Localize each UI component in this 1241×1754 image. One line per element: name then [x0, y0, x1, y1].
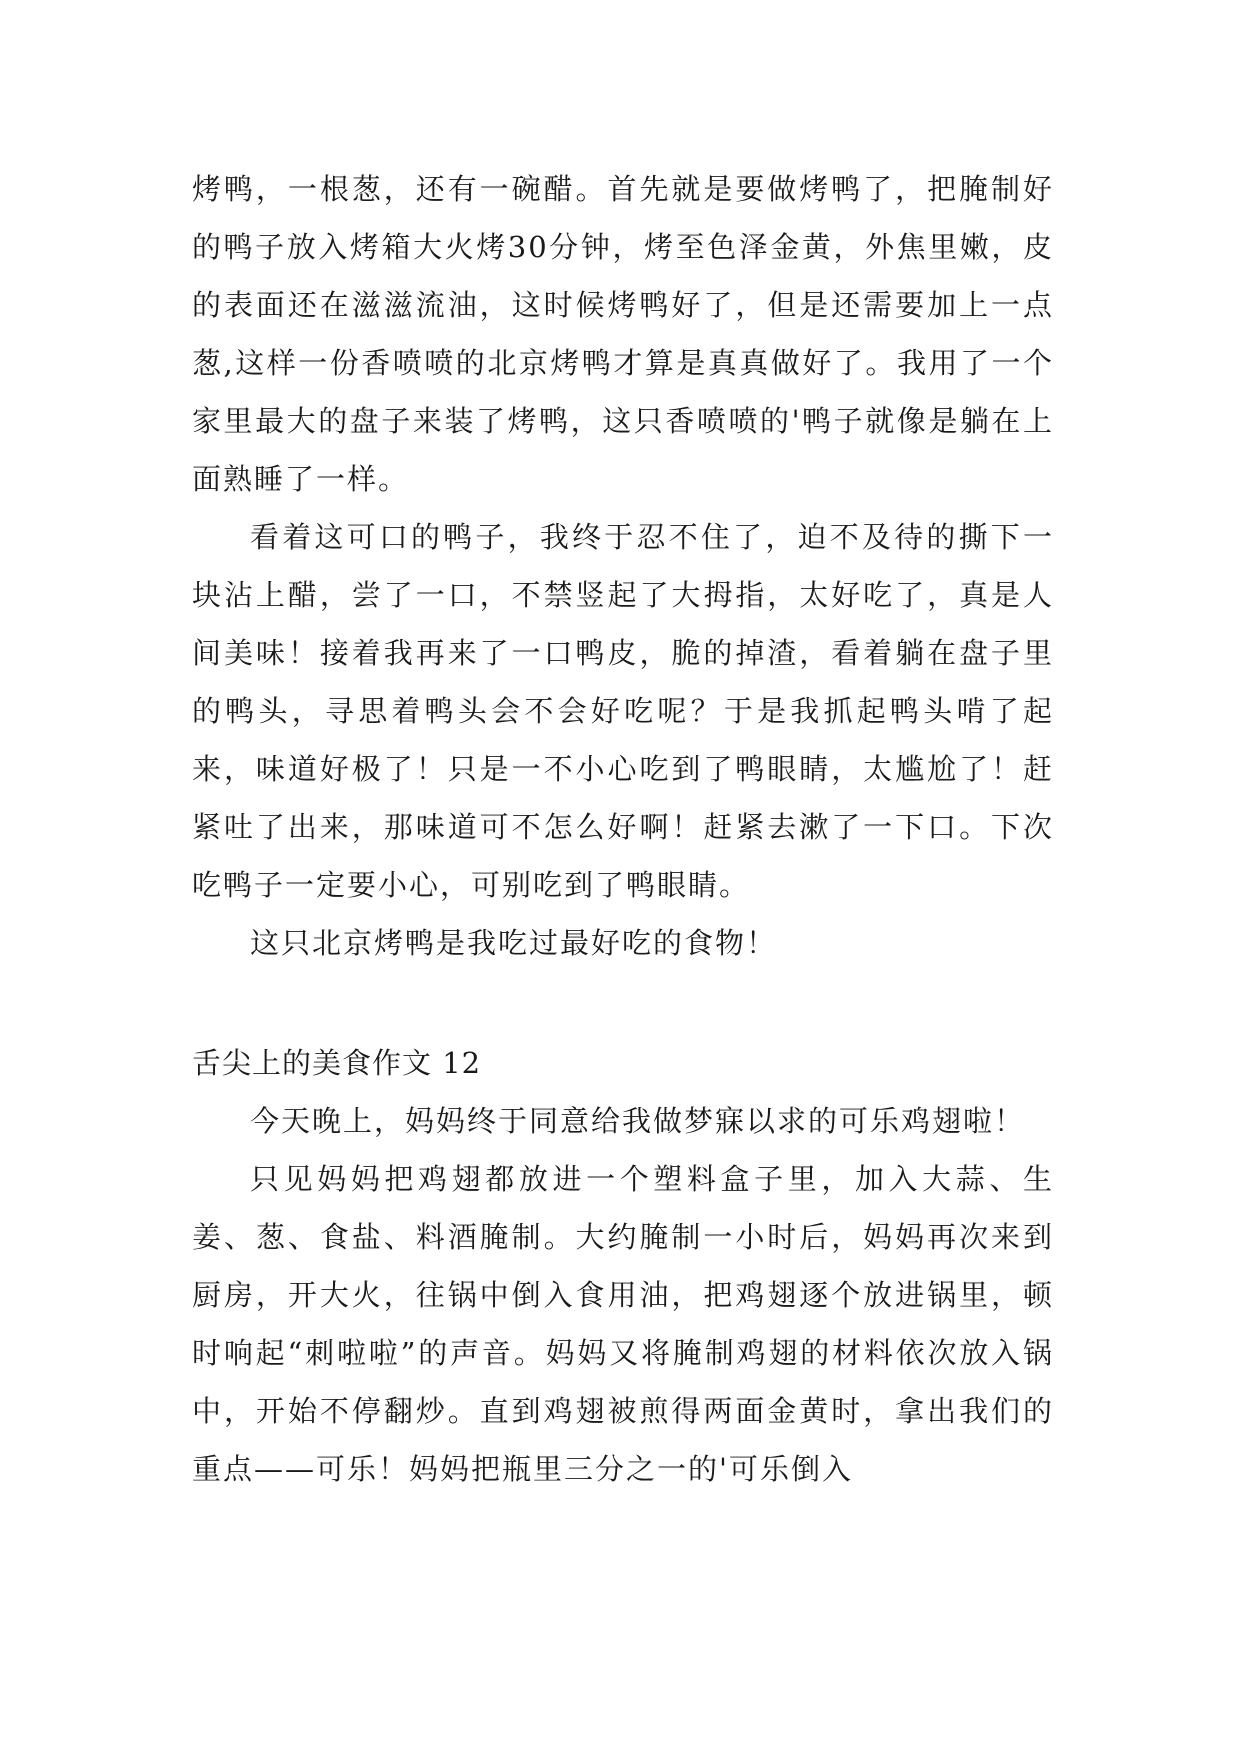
paragraph-roast-duck-conclusion: 这只北京烤鸭是我吃过最好吃的食物！ — [250, 926, 778, 960]
paragraph-cola-wings-intro: 今天晚上，妈妈终于同意给我做梦寐以求的可乐鸡翅啦！ — [250, 1104, 1026, 1138]
section-title: 舌尖上的美食作文 12 — [192, 1046, 482, 1080]
paragraph-cola-wings-cooking: 只见妈妈把鸡翅都放进一个塑料盒子里，加入大蒜、生姜、葱、食盐、料酒腌制。大约腌制一小时后，妈妈再次来到厨房，开大火，往锅中倒入食用油，把鸡翅逐个放进锅里，顿时响起“刺啦啦”的声音。妈妈又将腌制鸡翅的材料依次放入锅中，开始不停翻炒。直到鸡翅被煎得两面金黄时，拿出我们的重点——可乐！妈妈把瓶里三分之一的'可乐倒入 — [192, 1162, 1054, 1486]
paragraph-roast-duck-making: 烤鸭，一根葱，还有一碗醋。首先就是要做烤鸭了，把腌制好的鸭子放入烤箱大火烤30分钟，烤至色泽金黄，外焦里嫩，皮的表面还在滋滋流油，这时候烤鸭好了，但是还需要加上一点葱,这样一份香喷喷的北京烤鸭才算是真真做好了。我用了一个家里最大的盘子来装了烤鸭，这只香喷喷的'鸭子就像是躺在上面熟睡了一样。 — [192, 172, 1054, 496]
document-body — [192, 160, 1054, 1498]
paragraph-roast-duck-eating: 看着这可口的鸭子，我终于忍不住了，迫不及待的撕下一块沾上醋，尝了一口，不禁竖起了大拇指，太好吃了，真是人间美味！接着我再来了一口鸭皮，脆的掉渣，看着躺在盘子里的鸭头，寻思着鸭头会不会好吃呢？于是我抓起鸭头啃了起来，味道好极了！只是一不小心吃到了鸭眼睛，太尴尬了！赶紧吐了出来，那味道可不怎么好啊！赶紧去漱了一下口。下次吃鸭子一定要小心，可别吃到了鸭眼睛。 — [192, 520, 1054, 902]
section-spacer — [192, 972, 1054, 1034]
